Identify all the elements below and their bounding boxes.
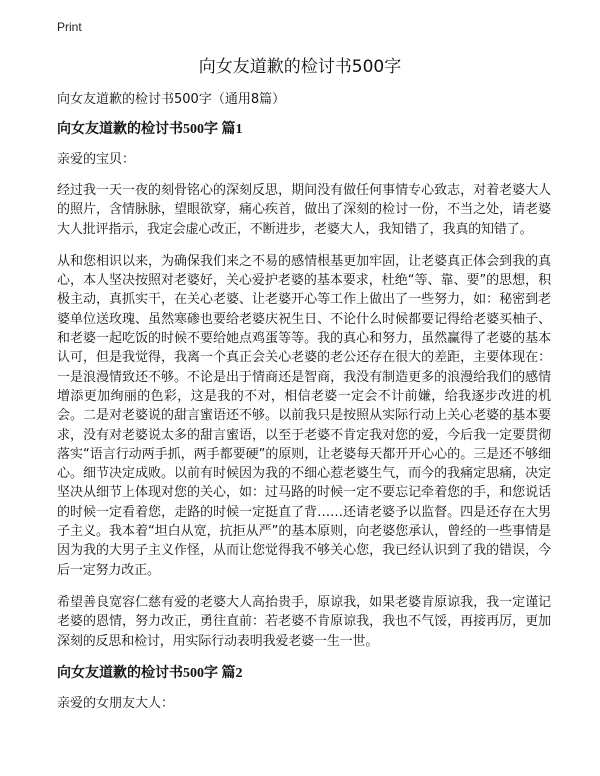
- section-heading: 向女友道歉的检讨书500字 篇2: [57, 665, 243, 681]
- paragraph: 从和您相识以来，为确保我们来之不易的感情根基更加牢固，让老婆真正体会到我的真心，本人坚决按照对老婆好，关心爱护老婆的基本要求，杜绝“等、靠、要”的思想，积极主动，真抓实干，在关心老婆、让老婆开心等工作上做出了一些努力，如：秘密到老婆单位送玫瑰、虽然寒碜也要给老婆庆祝生日、不论什么时候都要记得给老婆买柚子、和老婆一起吃饭的时候不要给她点鸡蛋等等。我的真心和努力，虽然赢得了老婆的基本认可，但是我觉得，我离一个真正会关心老婆的老公还存在很大的差距，主要体现在：一是浪漫情致还不够。不论是出于情商还是智商，我没有制造更多的浪漫给我们的感情增添更加绚丽的色彩，这是我的不对，相信老婆一定会不计前嫌，给我逐步改进的机会。二是对老婆说的甜言蜜语还不够。以前我只是按照从实际行动上关心老婆的基本要求，没有对老婆说太多的甜言蜜语，以至于老婆不肯定我对您的爱，今后我一定要贯彻落实“语言行动两手抓，两手都要硬”的原则，让老婆每天都开开心心的。三是还不够细心。细节决定成败。以前有时候因为我的不细心惹老婆生气，而今的我痛定思痛，决定坚决从细节上体现对您的关心，如：过马路的时候一定不要忘记牵着您的手，和您说话的时候一定看着您，走路的时候一定挺直了背……还请老婆予以监督。四是还存在大男子主义。我本着“坦白从宽，抗拒从严”的基本原则，向老婆您承认，曾经的一些事情是因为我的大男子主义作怪，从而让您觉得我不够关心您，我已经认识到了我的错误，今后一定努力改正。: [57, 253, 551, 578]
- document-subtitle: 向女友道歉的检讨书500字（通用8篇）: [57, 92, 286, 107]
- salutation: 亲爱的女朋友大人：: [57, 695, 175, 711]
- salutation: 亲爱的宝贝：: [57, 152, 136, 167]
- paragraph: 希望善良宽容仁慈有爱的老婆大人高抬贵手，原谅我，如果老婆肯原谅我，我一定谨记老婆的恩情，努力改正，勇往直前：若老婆不肯原谅我，我也不气馁，再接再厉，更加深刻的反思和检讨，用实际行动表明我爱老婆一生一世。: [57, 594, 551, 649]
- paragraph: 经过我一天一夜的刻骨铭心的深刻反思，期间没有做任何事情专心致志，对着老婆大人的照片，含情脉脉，望眼欲穿，痛心疾首，做出了深刻的检讨一份，不当之处，请老婆大人批评指示，我定会虚心改正，不断进步，老婆大人，我知错了，我真的知错了。: [57, 183, 551, 237]
- document-title: 向女友道歉的检讨书500字: [198, 57, 402, 77]
- document-body: [57, 90, 551, 725]
- print-link[interactable]: Print: [57, 20, 82, 34]
- section-heading: 向女友道歉的检讨书500字 篇1: [57, 122, 243, 137]
